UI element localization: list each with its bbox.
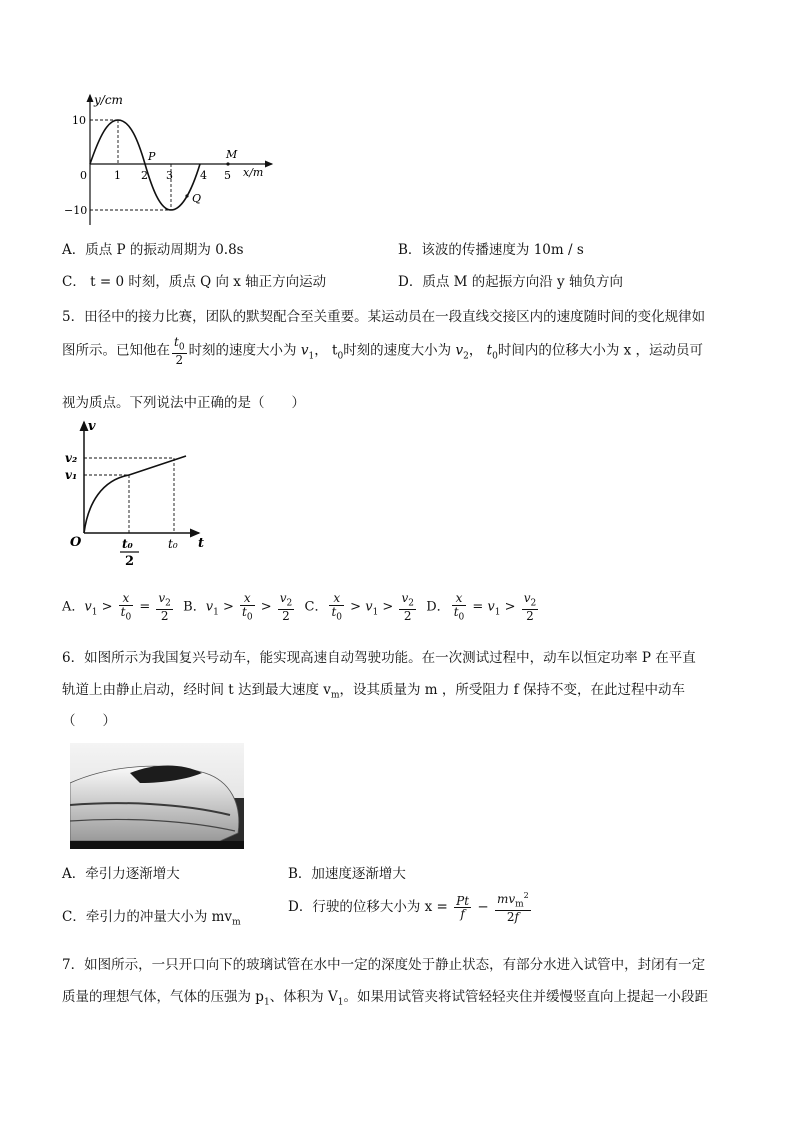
point-q-label: Q — [192, 192, 202, 205]
v1-label: v₁ — [65, 468, 78, 482]
vt-graph — [62, 418, 222, 573]
t0-label: t₀ — [168, 537, 178, 551]
q6-line-2: 轨道上由静止启动，经时间 t 达到最大速度 $v_m$，设其质量为 m ，所受阻力 f 保持不变，在此过程中动车 — [62, 682, 685, 701]
train-photo — [70, 743, 244, 849]
q7-line-2: 质量的理想气体，气体的压强为 $p_1$、体积为 $V_1$。如果用试管夹将试管轻轻夹住并缓慢竖直向上提起一小段距 — [62, 989, 708, 1008]
point-m-label: M — [226, 148, 238, 161]
x-tick-1: 1 — [114, 169, 121, 182]
q4-option-c: C． t = 0 时刻，质点 Q 向 x 轴正方向运动 — [62, 274, 327, 290]
origin-label: 0 — [80, 169, 87, 182]
y-tick-neg10: −10 — [64, 204, 88, 217]
q6-line-1: 6．如图所示为我国复兴号动车，能实现高速自动驾驶功能。在一次测试过程中，动车以恒定功率 P 在平直 — [62, 650, 696, 666]
q5-line-1: 5．田径中的接力比赛，团队的默契配合至关重要。某运动员在一段直线交接区内的速度随时间的变化规律如 — [62, 309, 706, 325]
q6-option-b: B．加速度逐渐增大 — [288, 866, 406, 882]
q5-line-2: 图所示。已知他在 $\frac{t_0}{2}$ 时刻的速度大小为 $v_1$， $t_0$时刻的速度大小为 $v_2$， $t_0$时间内的位移大小为 x ，运动员可 — [62, 335, 704, 367]
point-p-label: P — [148, 150, 156, 163]
origin-o-label: O — [70, 535, 82, 550]
y-tick-10: 10 — [72, 114, 86, 127]
x-tick-3: 3 — [166, 169, 173, 182]
wave-graph — [60, 90, 280, 230]
q6-option-d: D．行驶的位移大小为 x = $\frac{Pt}{f}$ − $\frac{mv_m^2}{2f}$ — [288, 891, 529, 924]
v-axis-label: v — [88, 419, 96, 434]
v2-label: v₂ — [65, 451, 78, 465]
x-tick-2: 2 — [141, 169, 148, 182]
y-axis-label: y/cm — [94, 93, 123, 107]
q4-option-b: B．该波的传播速度为 10m / s — [398, 242, 584, 258]
x-axis-label: x/m — [243, 166, 264, 179]
q4-option-a: A．质点 P 的振动周期为 0.8s — [62, 242, 244, 258]
t-half-den: 2 — [125, 554, 135, 569]
x-tick-5: 5 — [224, 169, 231, 182]
q4-option-d: D．质点 M 的起振方向沿 y 轴负方向 — [398, 274, 623, 290]
t-half-num: t₀ — [122, 537, 133, 551]
q6-option-a: A．牵引力逐渐增大 — [62, 866, 180, 882]
q5-line-3: 视为质点。下列说法中正确的是（ ） — [62, 395, 305, 411]
x-tick-4: 4 — [200, 169, 207, 182]
q7-line-1: 7．如图所示，一只开口向下的玻璃试管在水中一定的深度处于静止状态，有部分水进入试管中，封闭有一定 — [62, 957, 706, 973]
t-axis-label: t — [198, 536, 205, 551]
q6-line-3: （ ） — [62, 713, 116, 729]
q6-option-c: C．牵引力的冲量大小为 $mv_m$ — [62, 909, 241, 928]
q5-options: A．$v_1$ > $\frac{x}{t_0}$ = $\frac{v_2}{2}$ B．$v_1$ > $\frac{x}{t_0}$ > $\frac{v_2}{2}$ C． $\frac{x}{t_0}$ > $v_1$ > $\frac{v_2}{2}$ D． $\frac{x}{t_0}$ = $v_1$ > $\frac{v_2}{2}$ — [62, 591, 537, 623]
